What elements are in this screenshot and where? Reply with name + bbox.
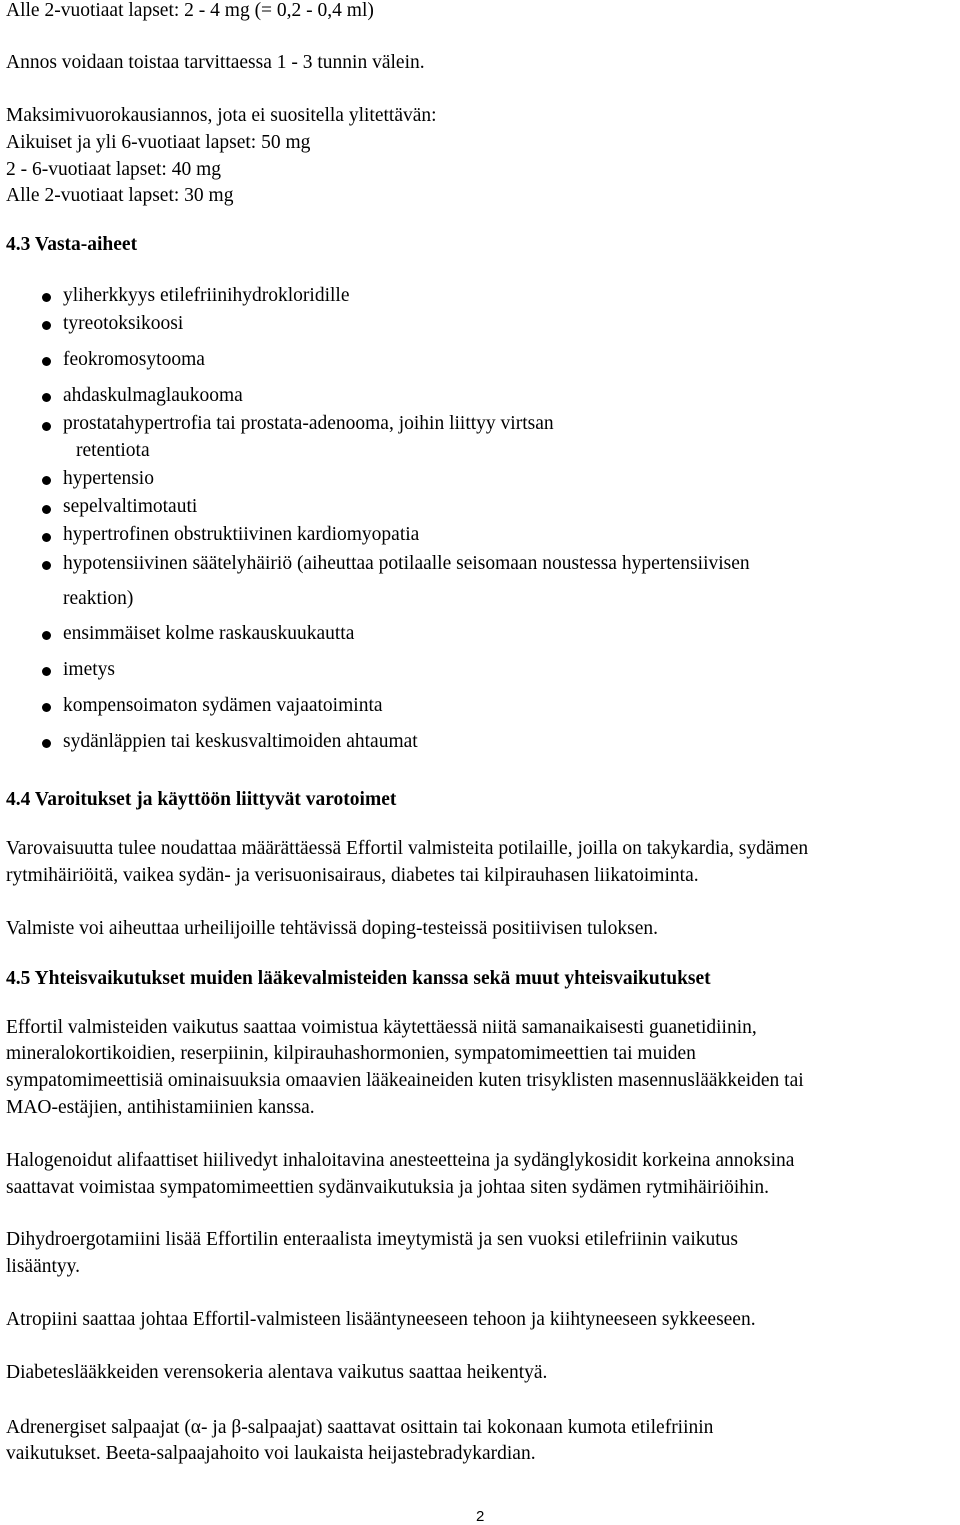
paragraph-line: Valmiste voi aiheuttaa urheilijoille tehtävissä doping-testeissä positiivisen tuloksen. (6, 918, 659, 939)
list-item: feokromosytooma (63, 349, 205, 370)
list-item: sydänläppien tai keskusvaltimoiden ahtaumat (63, 731, 418, 752)
section-4-5-heading: 4.5 Yhteisvaikutukset muiden lääkevalmisteiden kanssa sekä muut yhteisvaikutukset (6, 968, 711, 989)
section-4-4-heading: 4.4 Varoitukset ja käyttöön liittyvät varotoimet (6, 789, 397, 810)
list-item: hypertensio (63, 468, 154, 489)
section-4-3-heading: 4.3 Vasta-aiheet (6, 234, 138, 255)
bullet-icon (42, 631, 51, 640)
bullet-icon (42, 533, 51, 542)
list-item: tyreotoksikoosi (63, 313, 184, 334)
bullet-icon (42, 476, 51, 485)
paragraph-line: mineralokortikoidien, reserpiinin, kilpirauhashormonien, sympatomimeettien tai muiden (6, 1043, 696, 1064)
paragraph-line: Diabeteslääkkeiden verensokeria alentava vaikutus saattaa heikentyä. (6, 1362, 548, 1383)
dosing-interval: Annos voidaan toistaa tarvittaessa 1 - 3 tunnin välein. (6, 52, 425, 73)
list-item-continuation: reaktion) (63, 588, 134, 609)
paragraph-line: MAO-estäjien, antihistamiinien kanssa. (6, 1097, 315, 1118)
bullet-icon (42, 739, 51, 748)
bullet-icon (42, 321, 51, 330)
paragraph-line: saattavat voimistaa sympatomimeettien sydänvaikutuksia ja johtaa siten sydämen rytmihäiriöihin. (6, 1177, 770, 1198)
bullet-icon (42, 561, 51, 570)
bullet-icon (42, 293, 51, 302)
bullet-icon (42, 393, 51, 402)
page-number: 2 (476, 1508, 485, 1525)
list-item: hypertrofinen obstruktiivinen kardiomyopatia (63, 524, 420, 545)
list-item: sepelvaltimotauti (63, 496, 198, 517)
paragraph-line: Effortil valmisteiden vaikutus saattaa voimistua käytettäessä niitä samanaikaisesti guanetidiinin, (6, 1017, 757, 1038)
paragraph-line: vaikutukset. Beeta-salpaajahoito voi laukaista heijastebradykardian. (6, 1443, 536, 1464)
paragraph-line: Adrenergiset salpaajat (α- ja β-salpaajat) saattavat osittain tai kokonaan kumota etilefriinin (6, 1417, 714, 1438)
paragraph-line: sympatomimeettisiä ominaisuuksia omaavien lääkeaineiden kuten trisyklisten masennuslääkkeiden tai (6, 1070, 804, 1091)
bullet-icon (42, 703, 51, 712)
list-item: imetys (63, 659, 115, 680)
list-item: yliherkkyys etilefriinihydrokloridille (63, 285, 350, 306)
list-item: ahdaskulmaglaukooma (63, 385, 243, 406)
list-item: ensimmäiset kolme raskauskuukautta (63, 623, 355, 644)
dosing-under2: Alle 2-vuotiaat lapset: 2 - 4 mg (= 0,2 - 0,4 ml) (6, 0, 374, 21)
paragraph-line: Dihydroergotamiini lisää Effortilin enteraalista imeytymistä ja sen vuoksi etilefriinin vaikutus (6, 1229, 738, 1250)
paragraph-line: Varovaisuutta tulee noudattaa määrättäessä Effortil valmisteita potilaille, joilla on takykardia, sydämen (6, 838, 809, 859)
bullet-icon (42, 422, 51, 431)
list-item: prostatahypertrofia tai prostata-adenooma, joihin liittyy virtsan (63, 413, 554, 434)
bullet-icon (42, 357, 51, 366)
paragraph-line: rytmihäiriöitä, vaikea sydän- ja verisuonisairaus, diabetes tai kilpirauhasen liikatoiminta. (6, 865, 699, 886)
list-item: hypotensiivinen säätelyhäiriö (aiheuttaa potilaalle seisomaan noustessa hypertensiivisen (63, 553, 750, 574)
list-item: kompensoimaton sydämen vajaatoiminta (63, 695, 383, 716)
paragraph-line: Atropiini saattaa johtaa Effortil-valmisteen lisääntyneeseen tehoon ja kiihtyneeseen sykkeeseen. (6, 1309, 756, 1330)
bullet-icon (42, 667, 51, 676)
dosing-max-under2: Alle 2-vuotiaat lapset: 30 mg (6, 185, 234, 206)
bullet-icon (42, 505, 51, 514)
dosing-max-heading: Maksimivuorokausiannos, jota ei suositella ylitettävän: (6, 105, 437, 126)
dosing-max-adults: Aikuiset ja yli 6-vuotiaat lapset: 50 mg (6, 132, 311, 153)
dosing-max-2-6: 2 - 6-vuotiaat lapset: 40 mg (6, 159, 221, 180)
list-item-continuation: retentiota (76, 440, 150, 461)
paragraph-line: lisääntyy. (6, 1256, 81, 1277)
paragraph-line: Halogenoidut alifaattiset hiilivedyt inhaloitavina anesteetteina ja sydänglykosidit korkeina annoksina (6, 1150, 795, 1171)
